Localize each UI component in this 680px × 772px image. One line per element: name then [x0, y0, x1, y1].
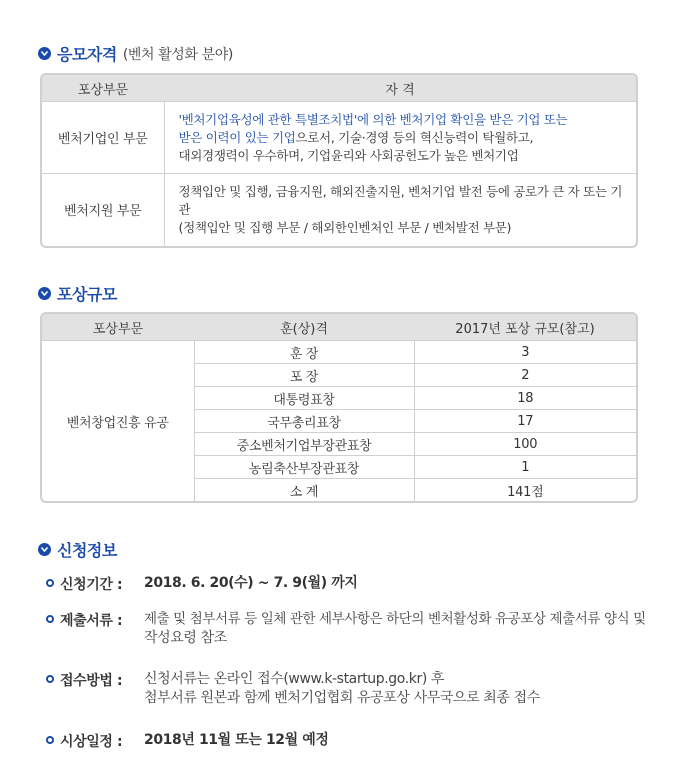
info-label: 접수방법 :: [60, 673, 123, 689]
eligibility-description: 정책입안 및 집행, 금융지원, 해외진출지원, 벤처기업 발전 등에 공로가 큰 자 또는 기관 (정책입안 및 집행 부문 / 해외한인벤처인 부문 / 벤처발전 부문): [164, 174, 636, 246]
award-count: 141점: [414, 479, 636, 502]
section-title-award-scale: [38, 282, 117, 305]
info-label: 시상일정 :: [60, 734, 123, 750]
info-value: 신청서류는 온라인 접수(www.k-startup.go.kr) 후 첨부서류 원본과 함께 벤처기업협회 유공포상 사무국으로 최종 접수: [144, 671, 540, 706]
section-title-eligibility: [38, 42, 233, 65]
eligibility-table: [40, 73, 638, 248]
award-category: 벤처창업진흥 유공: [42, 341, 194, 502]
award-name: 훈 장: [194, 341, 414, 364]
info-value: 제출 및 첨부서류 등 일체 관한 세부사항은 하단의 벤처활성화 유공포상 제출서류 양식 및 작성요령 참조: [144, 611, 646, 646]
section-title-text: 포상규모: [57, 285, 117, 304]
section-title-text: 응모자격: [57, 45, 117, 64]
award-count: 18: [414, 387, 636, 410]
section-subtitle: (벤처 활성화 분야): [122, 46, 233, 63]
award-name: 중소벤처기업부장관표창: [194, 433, 414, 456]
chevron-down-icon: [38, 287, 51, 300]
award-name: 대통령표창: [194, 387, 414, 410]
info-label: 제출서류 :: [60, 613, 123, 629]
info-item-documents: [46, 610, 646, 648]
info-item-period: [46, 574, 358, 594]
info-label: 신청기간 :: [60, 577, 123, 593]
section-title-text: 신청정보: [57, 541, 117, 560]
award-name: 농림축산부장관표창: [194, 456, 414, 479]
bullet-icon: [46, 615, 54, 623]
info-value: 2018. 6. 20(수) ~ 7. 9(월) 까지: [144, 575, 358, 591]
eligibility-description: '벤처기업육성에 관한 특별조치법'에 의한 벤처기업 확인을 받은 기업 또는 받은 이력이 있는 기업으로서, 기술·경영 등의 혁신능력이 탁월하고, 대외경쟁력이 우수하며, 기업윤리와 사회공헌도가 높은 벤처기업: [164, 102, 636, 174]
award-count: 100: [414, 433, 636, 456]
award-scale-table: [40, 312, 638, 503]
award-count: 2: [414, 364, 636, 387]
info-item-method: [46, 670, 540, 708]
info-item-ceremony: [46, 731, 329, 751]
chevron-down-icon: [38, 543, 51, 556]
section-title-application-info: [38, 538, 117, 561]
info-value: 2018년 11월 또는 12월 예정: [144, 732, 329, 748]
bullet-icon: [46, 736, 54, 744]
award-name: 국무총리표창: [194, 410, 414, 433]
table-row: [42, 341, 636, 364]
table-header: 훈(상)격: [194, 314, 414, 341]
bullet-icon: [46, 579, 54, 587]
category-label: 벤처지원 부문: [42, 174, 164, 246]
table-row: [42, 174, 636, 246]
table-row: [42, 102, 636, 174]
category-label: 벤처기업인 부문: [42, 102, 164, 174]
award-count: 3: [414, 341, 636, 364]
bullet-icon: [46, 675, 54, 683]
award-count: 17: [414, 410, 636, 433]
table-header: 포상부문: [42, 75, 164, 102]
table-header: 자 격: [164, 75, 636, 102]
table-header: 포상부문: [42, 314, 194, 341]
award-name: 소 계: [194, 479, 414, 502]
table-header: 2017년 포상 규모(참고): [414, 314, 636, 341]
award-count: 1: [414, 456, 636, 479]
chevron-down-icon: [38, 47, 51, 60]
award-name: 포 장: [194, 364, 414, 387]
